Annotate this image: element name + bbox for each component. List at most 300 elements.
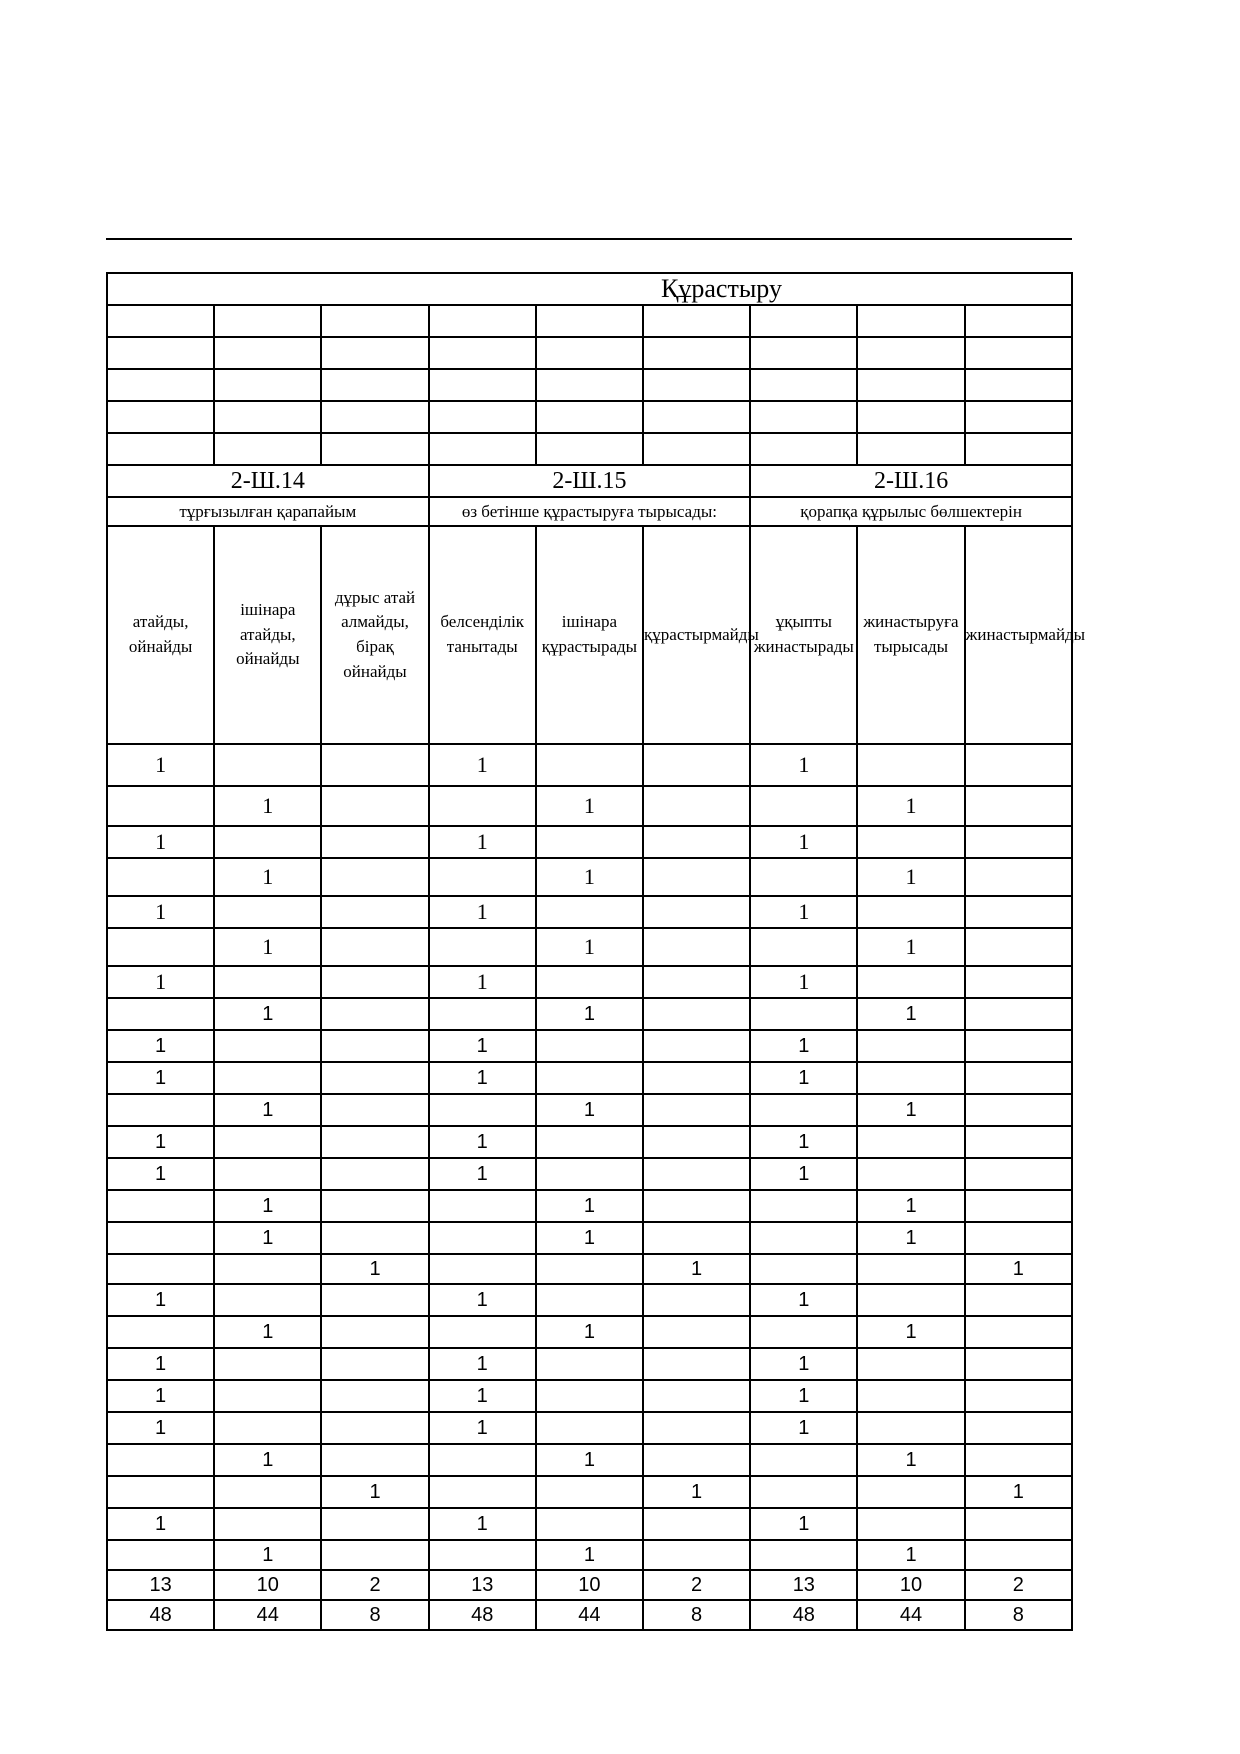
total-cell: 2 bbox=[321, 1570, 428, 1600]
blank-cell bbox=[214, 433, 321, 465]
blank-cell bbox=[857, 369, 964, 401]
blank-cell bbox=[536, 337, 643, 369]
table-cell bbox=[536, 1030, 643, 1062]
table-cell bbox=[965, 998, 1072, 1030]
table-cell: 1 bbox=[750, 1412, 857, 1444]
table-row bbox=[107, 786, 1072, 826]
table-cell bbox=[536, 1062, 643, 1094]
table-cell: 1 bbox=[429, 1412, 536, 1444]
table-cell bbox=[643, 1030, 750, 1062]
table-cell: 1 bbox=[536, 1316, 643, 1348]
blank-cell bbox=[750, 305, 857, 337]
table-row bbox=[107, 998, 1072, 1030]
table-row bbox=[107, 928, 1072, 966]
table-row bbox=[107, 1190, 1072, 1222]
table-cell: 1 bbox=[536, 1222, 643, 1254]
table-cell bbox=[857, 1254, 964, 1284]
table-cell bbox=[750, 786, 857, 826]
table-cell bbox=[321, 1284, 428, 1316]
blank-cell bbox=[214, 305, 321, 337]
table-cell bbox=[536, 1508, 643, 1540]
table-cell: 1 bbox=[750, 826, 857, 858]
total-cell: 48 bbox=[107, 1600, 214, 1630]
table-cell: 1 bbox=[750, 1348, 857, 1380]
table-cell: 1 bbox=[214, 1190, 321, 1222]
table-cell bbox=[965, 858, 1072, 896]
blank-cell bbox=[750, 369, 857, 401]
table-cell bbox=[107, 1316, 214, 1348]
blank-cell bbox=[965, 369, 1072, 401]
total-cell: 10 bbox=[214, 1570, 321, 1600]
table-cell bbox=[643, 998, 750, 1030]
table-cell bbox=[857, 1508, 964, 1540]
totals-row bbox=[107, 1570, 1072, 1600]
table-cell bbox=[429, 1540, 536, 1570]
blank-cell bbox=[643, 433, 750, 465]
table-cell: 1 bbox=[643, 1476, 750, 1508]
table-cell bbox=[429, 1190, 536, 1222]
total-cell: 2 bbox=[643, 1570, 750, 1600]
table-cell bbox=[965, 1030, 1072, 1062]
table-cell bbox=[429, 1316, 536, 1348]
table-cell bbox=[965, 1444, 1072, 1476]
table-cell bbox=[321, 998, 428, 1030]
table-cell: 1 bbox=[214, 1222, 321, 1254]
column-header: белсенділік танытады bbox=[429, 526, 536, 744]
table-cell bbox=[965, 1158, 1072, 1190]
table-cell bbox=[536, 1412, 643, 1444]
table-cell bbox=[429, 1094, 536, 1126]
table-cell bbox=[536, 1348, 643, 1380]
blank-cell bbox=[965, 401, 1072, 433]
table-cell bbox=[107, 1222, 214, 1254]
total-cell: 8 bbox=[643, 1600, 750, 1630]
table-cell bbox=[857, 1412, 964, 1444]
blank-cell bbox=[750, 337, 857, 369]
table-cell: 1 bbox=[857, 1094, 964, 1126]
total-cell: 48 bbox=[429, 1600, 536, 1630]
table-cell bbox=[321, 896, 428, 928]
table-cell: 1 bbox=[750, 896, 857, 928]
table-cell bbox=[107, 1444, 214, 1476]
group-subtitle: өз бетінше құрастыруға тырысады: bbox=[429, 497, 751, 526]
table-cell: 1 bbox=[107, 966, 214, 998]
table-cell: 1 bbox=[107, 826, 214, 858]
table-cell bbox=[750, 998, 857, 1030]
table-cell bbox=[321, 966, 428, 998]
table-cell bbox=[321, 1412, 428, 1444]
table-cell bbox=[321, 1316, 428, 1348]
table-cell bbox=[536, 1284, 643, 1316]
table-cell bbox=[965, 966, 1072, 998]
table-cell: 1 bbox=[107, 1062, 214, 1094]
table-cell bbox=[643, 786, 750, 826]
table-cell: 1 bbox=[107, 1158, 214, 1190]
table-cell: 1 bbox=[321, 1476, 428, 1508]
table-cell bbox=[536, 1380, 643, 1412]
table-cell bbox=[643, 1190, 750, 1222]
table-cell bbox=[965, 1222, 1072, 1254]
table-row bbox=[107, 1284, 1072, 1316]
table-cell bbox=[536, 966, 643, 998]
table-cell bbox=[750, 858, 857, 896]
blank-cell bbox=[750, 401, 857, 433]
table-cell bbox=[857, 826, 964, 858]
table-cell bbox=[750, 1540, 857, 1570]
table-cell bbox=[536, 826, 643, 858]
table-cell bbox=[643, 1126, 750, 1158]
table-cell bbox=[965, 1380, 1072, 1412]
blank-cell bbox=[321, 305, 428, 337]
table-cell: 1 bbox=[857, 998, 964, 1030]
table-cell bbox=[107, 1190, 214, 1222]
blank-cell bbox=[536, 369, 643, 401]
total-cell: 2 bbox=[965, 1570, 1072, 1600]
table-row bbox=[107, 858, 1072, 896]
table-cell bbox=[965, 1126, 1072, 1158]
totals-row bbox=[107, 1600, 1072, 1630]
total-cell: 44 bbox=[536, 1600, 643, 1630]
table-cell bbox=[214, 1062, 321, 1094]
table-title: Құрастыру bbox=[661, 274, 782, 303]
column-header: ішінара атайды, ойнайды bbox=[214, 526, 321, 744]
table-cell: 1 bbox=[857, 1444, 964, 1476]
table-cell bbox=[214, 1508, 321, 1540]
table-cell: 1 bbox=[107, 1348, 214, 1380]
table-cell bbox=[321, 786, 428, 826]
table-cell bbox=[536, 744, 643, 786]
table-cell bbox=[965, 1316, 1072, 1348]
table-cell: 1 bbox=[857, 786, 964, 826]
column-header-row bbox=[107, 526, 1072, 744]
table-cell bbox=[857, 1126, 964, 1158]
table-cell: 1 bbox=[750, 1508, 857, 1540]
blank-row bbox=[107, 305, 1072, 337]
table-cell bbox=[965, 1412, 1072, 1444]
table-cell bbox=[536, 896, 643, 928]
table-cell bbox=[429, 858, 536, 896]
table-cell bbox=[107, 1476, 214, 1508]
table-cell bbox=[643, 928, 750, 966]
blank-cell bbox=[857, 305, 964, 337]
blank-cell bbox=[321, 433, 428, 465]
table-cell bbox=[643, 1094, 750, 1126]
table-cell: 1 bbox=[750, 744, 857, 786]
table-cell bbox=[107, 786, 214, 826]
table-cell bbox=[429, 1476, 536, 1508]
table-cell bbox=[321, 928, 428, 966]
table-cell bbox=[321, 744, 428, 786]
table-cell: 1 bbox=[750, 966, 857, 998]
table-cell bbox=[643, 896, 750, 928]
table-cell: 1 bbox=[429, 896, 536, 928]
table-cell bbox=[643, 744, 750, 786]
table-row bbox=[107, 1508, 1072, 1540]
blank-cell bbox=[214, 337, 321, 369]
table-row bbox=[107, 1540, 1072, 1570]
table-cell: 1 bbox=[429, 1380, 536, 1412]
table-cell bbox=[643, 966, 750, 998]
blank-cell bbox=[536, 305, 643, 337]
table-cell: 1 bbox=[536, 1444, 643, 1476]
column-header: жинастыруға тырысады bbox=[857, 526, 964, 744]
table-cell bbox=[214, 1254, 321, 1284]
total-cell: 13 bbox=[750, 1570, 857, 1600]
group-subtitle: тұрғызылған қарапайым bbox=[107, 497, 429, 526]
blank-cell bbox=[429, 305, 536, 337]
table-cell: 1 bbox=[536, 858, 643, 896]
table-cell: 1 bbox=[965, 1476, 1072, 1508]
table-cell bbox=[965, 1540, 1072, 1570]
total-cell: 48 bbox=[750, 1600, 857, 1630]
table-cell bbox=[857, 966, 964, 998]
group-subtitle-row bbox=[107, 497, 1072, 526]
table-cell bbox=[750, 1222, 857, 1254]
table-cell bbox=[429, 1254, 536, 1284]
table-cell bbox=[643, 1222, 750, 1254]
group-code-row bbox=[107, 465, 1072, 497]
table-row bbox=[107, 1222, 1072, 1254]
table-cell bbox=[750, 928, 857, 966]
blank-cell bbox=[643, 305, 750, 337]
table-title-cell bbox=[107, 273, 1072, 305]
table-cell bbox=[321, 858, 428, 896]
table-cell: 1 bbox=[536, 928, 643, 966]
table-cell bbox=[643, 1444, 750, 1476]
table-cell bbox=[107, 998, 214, 1030]
table-row bbox=[107, 1316, 1072, 1348]
table-cell: 1 bbox=[750, 1126, 857, 1158]
blank-cell bbox=[107, 369, 214, 401]
table-cell: 1 bbox=[429, 966, 536, 998]
table-cell: 1 bbox=[214, 928, 321, 966]
column-header: дұрыс атай алмайды, бірақ ойнайды bbox=[321, 526, 428, 744]
table-cell bbox=[214, 826, 321, 858]
table-cell bbox=[214, 1126, 321, 1158]
blank-cell bbox=[750, 433, 857, 465]
table-cell bbox=[321, 1062, 428, 1094]
table-cell bbox=[857, 1284, 964, 1316]
blank-cell bbox=[965, 433, 1072, 465]
table-cell: 1 bbox=[857, 928, 964, 966]
total-cell: 8 bbox=[321, 1600, 428, 1630]
table-cell bbox=[643, 1540, 750, 1570]
table-cell: 1 bbox=[107, 1030, 214, 1062]
table-cell bbox=[857, 1158, 964, 1190]
table-cell bbox=[429, 1222, 536, 1254]
table-cell bbox=[965, 1348, 1072, 1380]
table-row bbox=[107, 1476, 1072, 1508]
blank-cell bbox=[107, 337, 214, 369]
table-cell bbox=[643, 1062, 750, 1094]
column-header: құрастырмайды bbox=[643, 526, 750, 744]
blank-cell bbox=[429, 401, 536, 433]
table-cell bbox=[107, 1254, 214, 1284]
table-cell bbox=[214, 966, 321, 998]
table-cell bbox=[965, 786, 1072, 826]
total-cell: 10 bbox=[536, 1570, 643, 1600]
table-cell bbox=[214, 1284, 321, 1316]
table-cell bbox=[643, 1284, 750, 1316]
table-cell bbox=[750, 1476, 857, 1508]
table-cell: 1 bbox=[214, 858, 321, 896]
table-cell: 1 bbox=[965, 1254, 1072, 1284]
table-row bbox=[107, 1062, 1072, 1094]
table-cell bbox=[643, 1412, 750, 1444]
blank-cell bbox=[643, 401, 750, 433]
table-cell bbox=[965, 896, 1072, 928]
table-cell bbox=[643, 1158, 750, 1190]
table-cell bbox=[429, 998, 536, 1030]
table-cell bbox=[536, 1126, 643, 1158]
blank-cell bbox=[214, 401, 321, 433]
table-cell: 1 bbox=[750, 1158, 857, 1190]
table-cell bbox=[536, 1158, 643, 1190]
table-cell bbox=[965, 744, 1072, 786]
blank-cell bbox=[321, 369, 428, 401]
blank-cell bbox=[214, 369, 321, 401]
table-cell bbox=[214, 1476, 321, 1508]
table-cell: 1 bbox=[214, 786, 321, 826]
table-cell bbox=[857, 1062, 964, 1094]
table-cell: 1 bbox=[429, 1348, 536, 1380]
table-row bbox=[107, 1254, 1072, 1284]
table-cell bbox=[321, 1030, 428, 1062]
table-cell bbox=[214, 744, 321, 786]
table-cell bbox=[321, 1540, 428, 1570]
table-cell: 1 bbox=[107, 1126, 214, 1158]
column-header: жинастырмайды bbox=[965, 526, 1072, 744]
total-cell: 13 bbox=[107, 1570, 214, 1600]
assessment-table bbox=[106, 272, 1086, 1631]
table-cell: 1 bbox=[107, 744, 214, 786]
table-cell bbox=[214, 1348, 321, 1380]
top-rule bbox=[106, 238, 1072, 240]
table-cell: 1 bbox=[536, 786, 643, 826]
table-cell bbox=[321, 1444, 428, 1476]
table-cell: 1 bbox=[214, 1316, 321, 1348]
table-cell bbox=[429, 786, 536, 826]
table-cell bbox=[965, 1190, 1072, 1222]
total-cell: 10 bbox=[857, 1570, 964, 1600]
table-cell: 1 bbox=[857, 1540, 964, 1570]
table-cell bbox=[965, 826, 1072, 858]
total-cell: 44 bbox=[214, 1600, 321, 1630]
table-cell: 1 bbox=[750, 1380, 857, 1412]
table-cell bbox=[321, 1190, 428, 1222]
blank-cell bbox=[643, 337, 750, 369]
table-cell bbox=[321, 1094, 428, 1126]
blank-cell bbox=[429, 337, 536, 369]
table-cell: 1 bbox=[750, 1284, 857, 1316]
table-row bbox=[107, 896, 1072, 928]
table-cell: 1 bbox=[536, 998, 643, 1030]
table-cell: 1 bbox=[857, 1316, 964, 1348]
table-row bbox=[107, 744, 1072, 786]
table-cell bbox=[321, 826, 428, 858]
table-cell: 1 bbox=[750, 1062, 857, 1094]
table-cell: 1 bbox=[107, 1412, 214, 1444]
blank-cell bbox=[321, 401, 428, 433]
blank-cell bbox=[536, 433, 643, 465]
table-cell: 1 bbox=[107, 1508, 214, 1540]
table-cell: 1 bbox=[429, 744, 536, 786]
table-cell bbox=[643, 858, 750, 896]
blank-cell bbox=[429, 433, 536, 465]
table-cell: 1 bbox=[429, 1284, 536, 1316]
table-cell bbox=[429, 928, 536, 966]
table-cell: 1 bbox=[429, 1126, 536, 1158]
blank-cell bbox=[857, 433, 964, 465]
blank-cell bbox=[321, 337, 428, 369]
table-cell bbox=[643, 1508, 750, 1540]
table-body bbox=[107, 273, 1086, 1630]
group-subtitle: қорапқа құрылыс бөлшектерін bbox=[750, 497, 1072, 526]
table-row bbox=[107, 1348, 1072, 1380]
table-cell bbox=[750, 1444, 857, 1476]
total-cell: 13 bbox=[429, 1570, 536, 1600]
group-code: 2-Ш.15 bbox=[429, 465, 751, 497]
table-cell bbox=[857, 1380, 964, 1412]
table-cell bbox=[214, 1412, 321, 1444]
table-cell: 1 bbox=[107, 896, 214, 928]
table-cell bbox=[321, 1508, 428, 1540]
table-cell: 1 bbox=[429, 1158, 536, 1190]
table-cell bbox=[750, 1316, 857, 1348]
table-cell: 1 bbox=[321, 1254, 428, 1284]
blank-cell bbox=[429, 369, 536, 401]
table-cell bbox=[214, 1158, 321, 1190]
column-header: атайды, ойнайды bbox=[107, 526, 214, 744]
table-cell: 1 bbox=[429, 1030, 536, 1062]
blank-row bbox=[107, 337, 1072, 369]
table-cell bbox=[321, 1222, 428, 1254]
blank-row bbox=[107, 433, 1072, 465]
table-cell bbox=[750, 1190, 857, 1222]
table-cell bbox=[857, 896, 964, 928]
table-cell: 1 bbox=[857, 858, 964, 896]
table-row bbox=[107, 1094, 1072, 1126]
group-code: 2-Ш.14 bbox=[107, 465, 429, 497]
table-cell bbox=[429, 1444, 536, 1476]
table-cell: 1 bbox=[429, 826, 536, 858]
table-cell: 1 bbox=[429, 1062, 536, 1094]
table-cell: 1 bbox=[429, 1508, 536, 1540]
table-cell: 1 bbox=[643, 1254, 750, 1284]
table-cell: 1 bbox=[536, 1540, 643, 1570]
table-row bbox=[107, 1444, 1072, 1476]
table-row bbox=[107, 1380, 1072, 1412]
table-cell: 1 bbox=[214, 1540, 321, 1570]
table-cell bbox=[536, 1476, 643, 1508]
table-cell bbox=[321, 1126, 428, 1158]
table-cell: 1 bbox=[214, 1444, 321, 1476]
blank-cell bbox=[107, 433, 214, 465]
column-header: ішінара құрастырады bbox=[536, 526, 643, 744]
table-cell: 1 bbox=[107, 1284, 214, 1316]
table-row bbox=[107, 1126, 1072, 1158]
table-row bbox=[107, 966, 1072, 998]
table-cell: 1 bbox=[536, 1190, 643, 1222]
table-cell: 1 bbox=[857, 1222, 964, 1254]
total-cell: 8 bbox=[965, 1600, 1072, 1630]
table-cell bbox=[321, 1348, 428, 1380]
table-cell: 1 bbox=[214, 1094, 321, 1126]
table-cell bbox=[321, 1380, 428, 1412]
blank-cell bbox=[536, 401, 643, 433]
table-cell bbox=[857, 1348, 964, 1380]
table-cell bbox=[965, 1508, 1072, 1540]
